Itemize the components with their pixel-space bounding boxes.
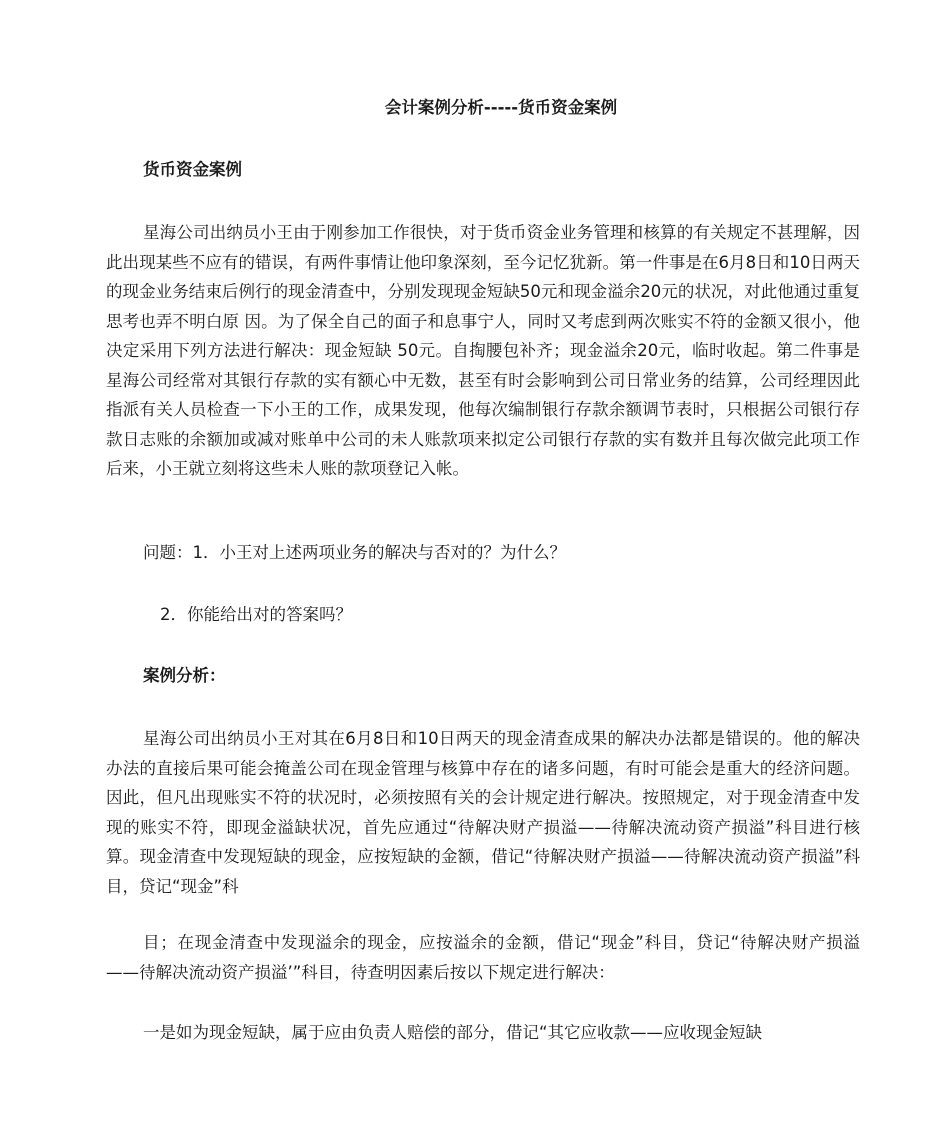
case-paragraph: 星海公司出纳员小王由于刚参加工作很快，对于货币资金业务管理和核算的有关规定不甚理解，因此出现某些不应有的错误，有两件事情让他印象深刻，至今记忆犹新。第一件事是在6月8日和10日两天的现金业务结束后例行的现金清查中，分别发现现金短缺50元和现金溢余20元的状况，对此他通过重复思考也弄不明白原 因。为了保全自己的面子和息事宁人，同时又考虑到两次账实不符的金额又很小，他决定采用下列方法进行解决：现金短缺 50元。自掏腰包补齐；现金溢余20元，临时收起。第二件事是星海公司经常对其银行存款的实有额心中无数，甚至有时会影响到公司日常业务的结算，公司经理因此指派有关人员检查一下小王的工作，成果发现，他每次编制银行存款余额调节表时，只根据公司银行存款日志账的余额加或减对账单中公司的未人账款项来拟定公司银行存款的实有数并且每次做完此项工作后来，小王就立刻将这些未人账的款项登记入帐。 [106,223,860,478]
analysis-heading: 案例分析： [143,666,226,685]
analysis-paragraph-3: 一是如为现金短缺，属于应由负责人赔偿的部分，借记“其它应收款——应收现金短缺 [143,1023,763,1042]
section-heading: 货币资金案例 [143,160,242,179]
question-2: 2．你能给出对的答案吗？ [160,605,352,624]
analysis-paragraph-1: 星海公司出纳员小王对其在6月8日和10日两天的现金清查成果的解决办法都是错误的。他的解决办法的直接后果可能会掩盖公司在现金管理与核算中存在的诸多问题，有时可能会是重大的经济问题。因此，但凡出现账实不符的状况时，必须按照有关的会计规定进行解决。按照规定，对于现金清查中发现的账实不符，即现金溢缺状况，首先应通过“待解决财产损溢——待解决流动资产损溢”科目进行核算。现金清查中发现短缺的现金，应按短缺的金额，借记“待解决财产损溢——待解决流动资产损溢”科目，贷记“现金”科 [106,729,860,896]
question-1: 问题：1．小王对上述两项业务的解决与否对的？为什么？ [143,543,566,562]
document-title: 会计案例分析-----货币资金案例 [384,98,618,117]
analysis-paragraph-2: 目；在现金清查中发现溢余的现金，应按溢余的金额，借记“现金”科目，贷记“待解决财产损溢——待解决流动资产损溢’”科目，待查明因素后按以下规定进行解决： [106,933,860,982]
